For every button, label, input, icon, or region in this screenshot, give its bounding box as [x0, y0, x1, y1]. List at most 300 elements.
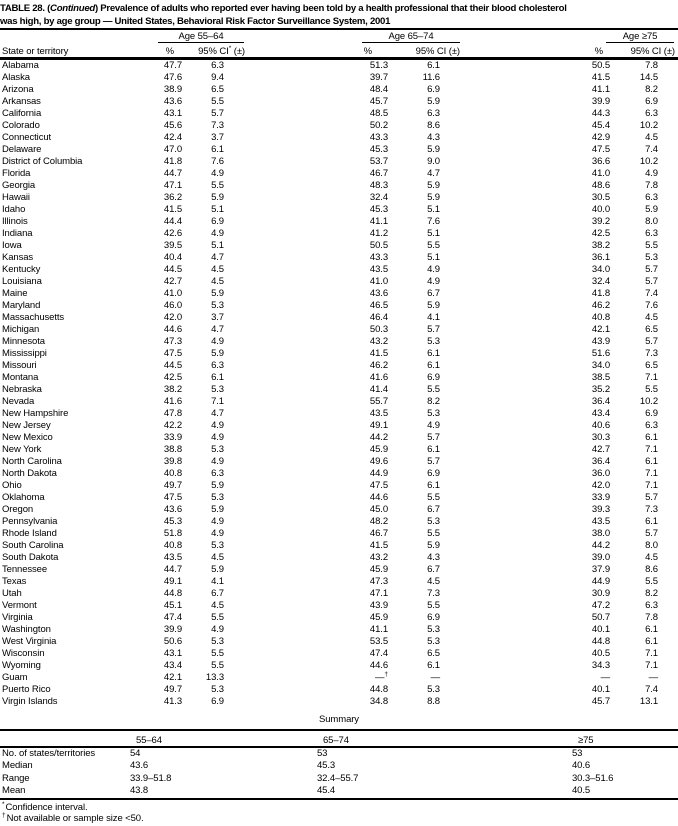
- ci-cell-65-74: 4.1: [427, 311, 440, 323]
- table-row: [0, 60, 678, 72]
- pct-cell-65-74: 45.3: [369, 143, 388, 155]
- pct-cell-65-74: 49.1: [369, 419, 388, 431]
- summary-value-65-74: 45.3: [317, 760, 336, 772]
- pct-cell-75plus: 40.6: [591, 419, 610, 431]
- state-cell: Montana: [2, 371, 39, 383]
- table-row: [0, 396, 678, 408]
- pct-cell-75plus: —: [600, 671, 610, 683]
- ci-cell-75plus: 10.2: [639, 155, 658, 167]
- age-group-header-75plus: Age ≥75: [606, 31, 674, 44]
- ci-cell-75plus: 6.9: [645, 95, 658, 107]
- pct-cell-75plus: 42.1: [591, 323, 610, 335]
- pct-cell-55-64: 41.3: [163, 695, 182, 707]
- pct-cell-55-64: 51.8: [163, 527, 182, 539]
- ci-cell-65-74: 8.8: [427, 695, 440, 707]
- state-cell: Alaska: [2, 71, 30, 83]
- table-row: [0, 264, 678, 276]
- ci-cell-55-64: 4.9: [211, 419, 224, 431]
- ci-cell-55-64: 7.6: [211, 155, 224, 167]
- ci-cell-55-64: 4.5: [211, 551, 224, 563]
- ci-cell-55-64: 7.3: [211, 119, 224, 131]
- pct-cell-65-74: 43.9: [369, 599, 388, 611]
- table-row: [0, 324, 678, 336]
- state-cell: Arizona: [2, 83, 34, 95]
- table-title-prefix: TABLE 28. (: [0, 3, 51, 14]
- pct-cell-65-74: 41.4: [369, 383, 388, 395]
- state-cell: Virginia: [2, 611, 33, 623]
- table-row: [0, 252, 678, 264]
- ci-cell-65-74: 4.9: [427, 419, 440, 431]
- pct-cell-55-64: 41.8: [163, 155, 182, 167]
- ci-cell-75plus: 7.4: [645, 683, 658, 695]
- state-cell: Puerto Rico: [2, 683, 51, 695]
- state-cell: Louisiana: [2, 275, 42, 287]
- ci-cell-75plus: 6.1: [645, 623, 658, 635]
- pct-cell-75plus: 36.4: [591, 395, 610, 407]
- pct-cell-65-74: 45.7: [369, 95, 388, 107]
- pct-cell-65-74: 46.5: [369, 299, 388, 311]
- table-title-line1: [0, 2, 678, 15]
- footnote-na: [2, 813, 678, 824]
- pct-cell-55-64: 42.6: [163, 227, 182, 239]
- ci-cell-55-64: 5.9: [211, 563, 224, 575]
- pct-cell-75plus: 42.9: [591, 131, 610, 143]
- pct-cell-75plus: 36.6: [591, 155, 610, 167]
- pct-cell-75plus: 30.5: [591, 191, 610, 203]
- ci-cell-55-64: 5.1: [211, 239, 224, 251]
- pct-cell-55-64: 43.6: [163, 95, 182, 107]
- pct-cell-75plus: 34.3: [591, 659, 610, 671]
- table-row: [0, 684, 678, 696]
- ci-cell-65-74: 6.1: [427, 59, 440, 71]
- ci-cell-55-64: 5.9: [211, 191, 224, 203]
- ci-cell-65-74: 5.3: [427, 635, 440, 647]
- pct-cell-65-74: —†: [374, 670, 388, 683]
- table-row: [0, 624, 678, 636]
- pct-cell-65-74: 41.1: [369, 623, 388, 635]
- table-row: [0, 84, 678, 96]
- ci-cell-55-64: 5.7: [211, 107, 224, 119]
- summary-header-75plus: ≥75: [578, 734, 594, 746]
- state-cell: Maine: [2, 287, 28, 299]
- state-cell: Hawaii: [2, 191, 30, 203]
- ci-cell-55-64: 4.9: [211, 515, 224, 527]
- ci-cell-65-74: 4.3: [427, 551, 440, 563]
- state-cell: Wyoming: [2, 659, 41, 671]
- pct-cell-75plus: 45.7: [591, 695, 610, 707]
- table-row: [0, 588, 678, 600]
- ci-cell-75plus: 7.1: [645, 479, 658, 491]
- ci-cell-55-64: 5.3: [211, 299, 224, 311]
- ci-cell-75plus: 6.9: [645, 407, 658, 419]
- ci-cell-55-64: 6.9: [211, 215, 224, 227]
- ci-cell-65-74: 5.1: [427, 227, 440, 239]
- summary-value-55-64: 43.8: [130, 785, 149, 797]
- ci-cell-55-64: 4.5: [211, 263, 224, 275]
- pct-cell-75plus: 38.0: [591, 527, 610, 539]
- ci-cell-65-74: 4.7: [427, 167, 440, 179]
- ci-cell-65-74: 5.5: [427, 491, 440, 503]
- state-cell: Virgin Islands: [2, 695, 58, 707]
- column-header-row: [0, 44, 678, 57]
- ci-cell-65-74: 5.1: [427, 251, 440, 263]
- ci-cell-75plus: 6.1: [645, 515, 658, 527]
- state-cell: Georgia: [2, 179, 36, 191]
- table-row: [0, 336, 678, 348]
- state-cell: Connecticut: [2, 131, 52, 143]
- ci-cell-65-74: 5.5: [427, 599, 440, 611]
- pct-cell-75plus: 50.5: [591, 59, 610, 71]
- state-cell: Iowa: [2, 239, 22, 251]
- state-cell: South Dakota: [2, 551, 59, 563]
- ci-cell-65-74: 7.6: [427, 215, 440, 227]
- ci-cell-65-74: 5.9: [427, 179, 440, 191]
- table-row: [0, 660, 678, 672]
- pct-cell-75plus: 46.2: [591, 299, 610, 311]
- pct-cell-55-64: 47.0: [163, 143, 182, 155]
- ci-cell-65-74: 6.7: [427, 503, 440, 515]
- pct-cell-75plus: 32.4: [591, 275, 610, 287]
- summary-row: [0, 760, 678, 773]
- pct-cell-75plus: 39.0: [591, 551, 610, 563]
- column-header-ci-55-64: 95% CI* (±): [198, 44, 245, 57]
- column-header-ci-75plus: 95% CI (±): [630, 46, 675, 57]
- footnote-marker-dagger: †: [2, 811, 6, 819]
- pct-cell-65-74: 44.9: [369, 467, 388, 479]
- state-cell: Kansas: [2, 251, 34, 263]
- summary-row: [0, 773, 678, 786]
- pct-cell-55-64: 42.4: [163, 131, 182, 143]
- pct-cell-65-74: 46.2: [369, 359, 388, 371]
- pct-cell-65-74: 48.5: [369, 107, 388, 119]
- pct-cell-75plus: 40.8: [591, 311, 610, 323]
- ci-cell-55-64: 5.1: [211, 203, 224, 215]
- ci-cell-75plus: 5.7: [645, 335, 658, 347]
- ci-cell-65-74: 5.7: [427, 323, 440, 335]
- state-cell: Wisconsin: [2, 647, 45, 659]
- ci-cell-75plus: 4.5: [645, 131, 658, 143]
- pct-cell-65-74: 46.4: [369, 311, 388, 323]
- state-cell: Utah: [2, 587, 22, 599]
- table-row: [0, 384, 678, 396]
- table-row: [0, 168, 678, 180]
- table-rows: [0, 60, 678, 708]
- ci-cell-75plus: 7.1: [645, 467, 658, 479]
- ci-cell-75plus: 7.1: [645, 659, 658, 671]
- age-group-header-55-64: Age 55–64: [158, 31, 244, 44]
- column-header-pct-65-74: %: [363, 46, 372, 57]
- column-header-ci-65-74: 95% CI (±): [415, 46, 460, 57]
- summary-value-55-64: 33.9–51.8: [130, 772, 172, 784]
- ci-cell-65-74: 6.1: [427, 347, 440, 359]
- pct-cell-55-64: 47.5: [163, 491, 182, 503]
- state-cell: Ohio: [2, 479, 22, 491]
- pct-cell-65-74: 43.2: [369, 335, 388, 347]
- pct-cell-55-64: 47.6: [163, 71, 182, 83]
- pct-cell-65-74: 55.7: [369, 395, 388, 407]
- table-row: [0, 348, 678, 360]
- summary-row-label: Median: [2, 760, 33, 772]
- pct-cell-65-74: 51.3: [369, 59, 388, 71]
- pct-cell-55-64: 44.7: [163, 167, 182, 179]
- pct-cell-65-74: 44.6: [369, 659, 388, 671]
- pct-cell-65-74: 49.6: [369, 455, 388, 467]
- pct-cell-55-64: 42.5: [163, 371, 182, 383]
- ci-cell-65-74: 5.9: [427, 299, 440, 311]
- ci-cell-65-74: 6.3: [427, 107, 440, 119]
- state-cell: Minnesota: [2, 335, 45, 347]
- ci-cell-55-64: 5.5: [211, 647, 224, 659]
- pct-cell-65-74: 44.6: [369, 491, 388, 503]
- pct-cell-65-74: 47.4: [369, 647, 388, 659]
- pct-cell-55-64: 41.5: [163, 203, 182, 215]
- table-row: [0, 240, 678, 252]
- pct-cell-75plus: 44.8: [591, 635, 610, 647]
- pct-cell-65-74: 41.2: [369, 227, 388, 239]
- table-title: [0, 0, 678, 28]
- table-row: [0, 360, 678, 372]
- ci-cell-65-74: 5.7: [427, 455, 440, 467]
- ci-cell-55-64: 13.3: [205, 671, 224, 683]
- ci-cell-65-74: 5.9: [427, 191, 440, 203]
- pct-cell-55-64: 45.3: [163, 515, 182, 527]
- table-row: [0, 636, 678, 648]
- pct-cell-75plus: 40.1: [591, 623, 610, 635]
- state-cell: Pennsylvania: [2, 515, 58, 527]
- pct-cell-75plus: 36.1: [591, 251, 610, 263]
- ci-cell-75plus: 14.5: [639, 71, 658, 83]
- ci-cell-55-64: 7.1: [211, 395, 224, 407]
- ci-cell-55-64: 9.4: [211, 71, 224, 83]
- column-header-state: State or territory: [2, 46, 69, 57]
- pct-cell-65-74: 44.8: [369, 683, 388, 695]
- state-cell: New Mexico: [2, 431, 53, 443]
- table-title-continued: Continued: [50, 3, 95, 14]
- ci-cell-75plus: 7.8: [645, 59, 658, 71]
- state-cell: Texas: [2, 575, 27, 587]
- ci-cell-55-64: 5.9: [211, 347, 224, 359]
- table-row: [0, 672, 678, 684]
- table-row: [0, 312, 678, 324]
- ci-cell-75plus: 5.7: [645, 263, 658, 275]
- pct-cell-55-64: 43.4: [163, 659, 182, 671]
- pct-cell-65-74: 47.1: [369, 587, 388, 599]
- ci-cell-65-74: 6.7: [427, 563, 440, 575]
- state-cell: Idaho: [2, 203, 26, 215]
- ci-cell-65-74: 7.3: [427, 587, 440, 599]
- ci-cell-55-64: 5.3: [211, 491, 224, 503]
- pct-cell-55-64: 36.2: [163, 191, 182, 203]
- ci-cell-55-64: 5.3: [211, 539, 224, 551]
- pct-cell-65-74: 47.5: [369, 479, 388, 491]
- pct-cell-55-64: 49.7: [163, 479, 182, 491]
- ci-cell-55-64: 5.9: [211, 479, 224, 491]
- footnote-ci: [2, 802, 678, 813]
- ci-cell-55-64: 5.5: [211, 611, 224, 623]
- pct-cell-75plus: 50.7: [591, 611, 610, 623]
- pct-cell-55-64: 41.6: [163, 395, 182, 407]
- pct-cell-65-74: 48.3: [369, 179, 388, 191]
- pct-cell-55-64: 44.5: [163, 359, 182, 371]
- pct-cell-65-74: 50.5: [369, 239, 388, 251]
- pct-cell-65-74: 41.6: [369, 371, 388, 383]
- ci-cell-75plus: 4.5: [645, 311, 658, 323]
- state-cell: New Jersey: [2, 419, 51, 431]
- pct-cell-55-64: 40.8: [163, 467, 182, 479]
- state-cell: South Carolina: [2, 539, 64, 551]
- pct-cell-75plus: 38.2: [591, 239, 610, 251]
- pct-cell-75plus: 41.1: [591, 83, 610, 95]
- pct-cell-75plus: 37.9: [591, 563, 610, 575]
- table-row: [0, 288, 678, 300]
- pct-cell-55-64: 39.5: [163, 239, 182, 251]
- pct-cell-75plus: 30.3: [591, 431, 610, 443]
- ci-cell-65-74: 6.1: [427, 359, 440, 371]
- summary-value-65-74: 45.4: [317, 785, 336, 797]
- pct-cell-55-64: 33.9: [163, 431, 182, 443]
- ci-cell-75plus: 5.7: [645, 491, 658, 503]
- pct-cell-75plus: 44.9: [591, 575, 610, 587]
- ci-cell-75plus: 10.2: [639, 119, 658, 131]
- state-cell: Illinois: [2, 215, 28, 227]
- ci-cell-55-64: 6.7: [211, 587, 224, 599]
- state-cell: Nevada: [2, 395, 35, 407]
- pct-cell-65-74: 53.7: [369, 155, 388, 167]
- table-row: [0, 648, 678, 660]
- summary-value-75plus: 40.6: [572, 760, 591, 772]
- table-row: [0, 528, 678, 540]
- ci-cell-65-74: 5.3: [427, 515, 440, 527]
- pct-cell-75plus: 30.9: [591, 587, 610, 599]
- ci-cell-55-64: 5.3: [211, 383, 224, 395]
- pct-cell-55-64: 42.2: [163, 419, 182, 431]
- state-cell: New Hampshire: [2, 407, 69, 419]
- pct-cell-55-64: 41.0: [163, 287, 182, 299]
- table-row: [0, 564, 678, 576]
- pct-cell-75plus: 42.0: [591, 479, 610, 491]
- pct-cell-65-74: 43.5: [369, 263, 388, 275]
- ci-cell-75plus: 5.9: [645, 203, 658, 215]
- pct-cell-75plus: 43.5: [591, 515, 610, 527]
- ci-cell-55-64: 4.5: [211, 599, 224, 611]
- ci-cell-75plus: 6.5: [645, 323, 658, 335]
- summary-value-75plus: 30.3–51.6: [572, 772, 614, 784]
- pct-cell-75plus: 51.6: [591, 347, 610, 359]
- ci-cell-65-74: 6.9: [427, 467, 440, 479]
- state-cell: Nebraska: [2, 383, 42, 395]
- pct-cell-55-64: 49.1: [163, 575, 182, 587]
- state-cell: Kentucky: [2, 263, 41, 275]
- pct-cell-75plus: 39.9: [591, 95, 610, 107]
- summary-row-label: Range: [2, 772, 30, 784]
- ci-cell-55-64: 5.3: [211, 443, 224, 455]
- table-row: [0, 132, 678, 144]
- ci-cell-75plus: 7.1: [645, 443, 658, 455]
- pct-cell-65-74: 47.3: [369, 575, 388, 587]
- summary-row: [0, 748, 678, 761]
- column-header-pct-55-64: %: [165, 46, 174, 57]
- pct-cell-65-74: 43.2: [369, 551, 388, 563]
- ci-cell-75plus: 5.5: [645, 575, 658, 587]
- ci-cell-55-64: 5.5: [211, 659, 224, 671]
- pct-cell-55-64: 43.1: [163, 107, 182, 119]
- ci-cell-55-64: 4.7: [211, 323, 224, 335]
- ci-cell-55-64: 6.1: [211, 371, 224, 383]
- ci-cell-75plus: 7.4: [645, 287, 658, 299]
- ci-cell-75plus: 8.2: [645, 587, 658, 599]
- ci-cell-65-74: 5.5: [427, 527, 440, 539]
- ci-cell-55-64: 5.9: [211, 503, 224, 515]
- ci-cell-65-74: 6.1: [427, 443, 440, 455]
- pct-cell-55-64: 42.7: [163, 275, 182, 287]
- pct-cell-55-64: 38.8: [163, 443, 182, 455]
- pct-cell-55-64: 44.5: [163, 263, 182, 275]
- pct-cell-75plus: 43.9: [591, 335, 610, 347]
- ci-cell-65-74: 6.9: [427, 371, 440, 383]
- pct-cell-65-74: 48.4: [369, 83, 388, 95]
- table-row: [0, 468, 678, 480]
- state-cell: Michigan: [2, 323, 40, 335]
- ci-cell-75plus: 6.3: [645, 191, 658, 203]
- pct-cell-75plus: 34.0: [591, 263, 610, 275]
- summary-row: [0, 785, 678, 798]
- pct-cell-65-74: 43.3: [369, 251, 388, 263]
- summary-rows: [0, 748, 678, 798]
- pct-cell-55-64: 47.4: [163, 611, 182, 623]
- state-cell: West Virginia: [2, 635, 57, 647]
- ci-cell-75plus: 6.5: [645, 359, 658, 371]
- pct-cell-75plus: 47.5: [591, 143, 610, 155]
- pct-cell-75plus: 41.0: [591, 167, 610, 179]
- summary-title: Summary: [319, 713, 359, 725]
- state-cell: North Dakota: [2, 467, 57, 479]
- state-cell: Alabama: [2, 59, 39, 71]
- table-title-line2: was high, by age group — United States, Behavioral Risk Factor Surveillance System, 2001: [0, 16, 391, 27]
- pct-cell-75plus: 36.0: [591, 467, 610, 479]
- state-cell: Missouri: [2, 359, 37, 371]
- summary-value-75plus: 40.5: [572, 785, 591, 797]
- summary-row-label: Mean: [2, 785, 26, 797]
- pct-cell-65-74: 45.9: [369, 563, 388, 575]
- ci-cell-55-64: 5.3: [211, 683, 224, 695]
- ci-cell-75plus: 4.9: [645, 167, 658, 179]
- table-row: [0, 576, 678, 588]
- age-group-header-band: [0, 30, 678, 45]
- age-group-header-65-74: Age 65–74: [362, 31, 460, 44]
- pct-cell-55-64: 47.8: [163, 407, 182, 419]
- footnotes: [0, 800, 678, 824]
- ci-cell-55-64: 6.3: [211, 59, 224, 71]
- pct-cell-75plus: 40.0: [591, 203, 610, 215]
- ci-cell-75plus: 5.7: [645, 527, 658, 539]
- state-cell: Oregon: [2, 503, 34, 515]
- ci-cell-75plus: 8.6: [645, 563, 658, 575]
- footnote-text-na: Not available or sample size <50.: [6, 812, 144, 824]
- ci-cell-75plus: 13.1: [639, 695, 658, 707]
- pct-cell-65-74: 39.7: [369, 71, 388, 83]
- ci-cell-75plus: 6.3: [645, 107, 658, 119]
- table-row: [0, 192, 678, 204]
- summary-value-75plus: 53: [572, 747, 583, 759]
- ci-cell-65-74: 5.3: [427, 407, 440, 419]
- pct-cell-75plus: 33.9: [591, 491, 610, 503]
- state-cell: Vermont: [2, 599, 37, 611]
- pct-cell-55-64: 45.6: [163, 119, 182, 131]
- ci-cell-55-64: 4.9: [211, 431, 224, 443]
- pct-cell-75plus: 42.5: [591, 227, 610, 239]
- pct-cell-75plus: 36.4: [591, 455, 610, 467]
- pct-cell-65-74: 41.1: [369, 215, 388, 227]
